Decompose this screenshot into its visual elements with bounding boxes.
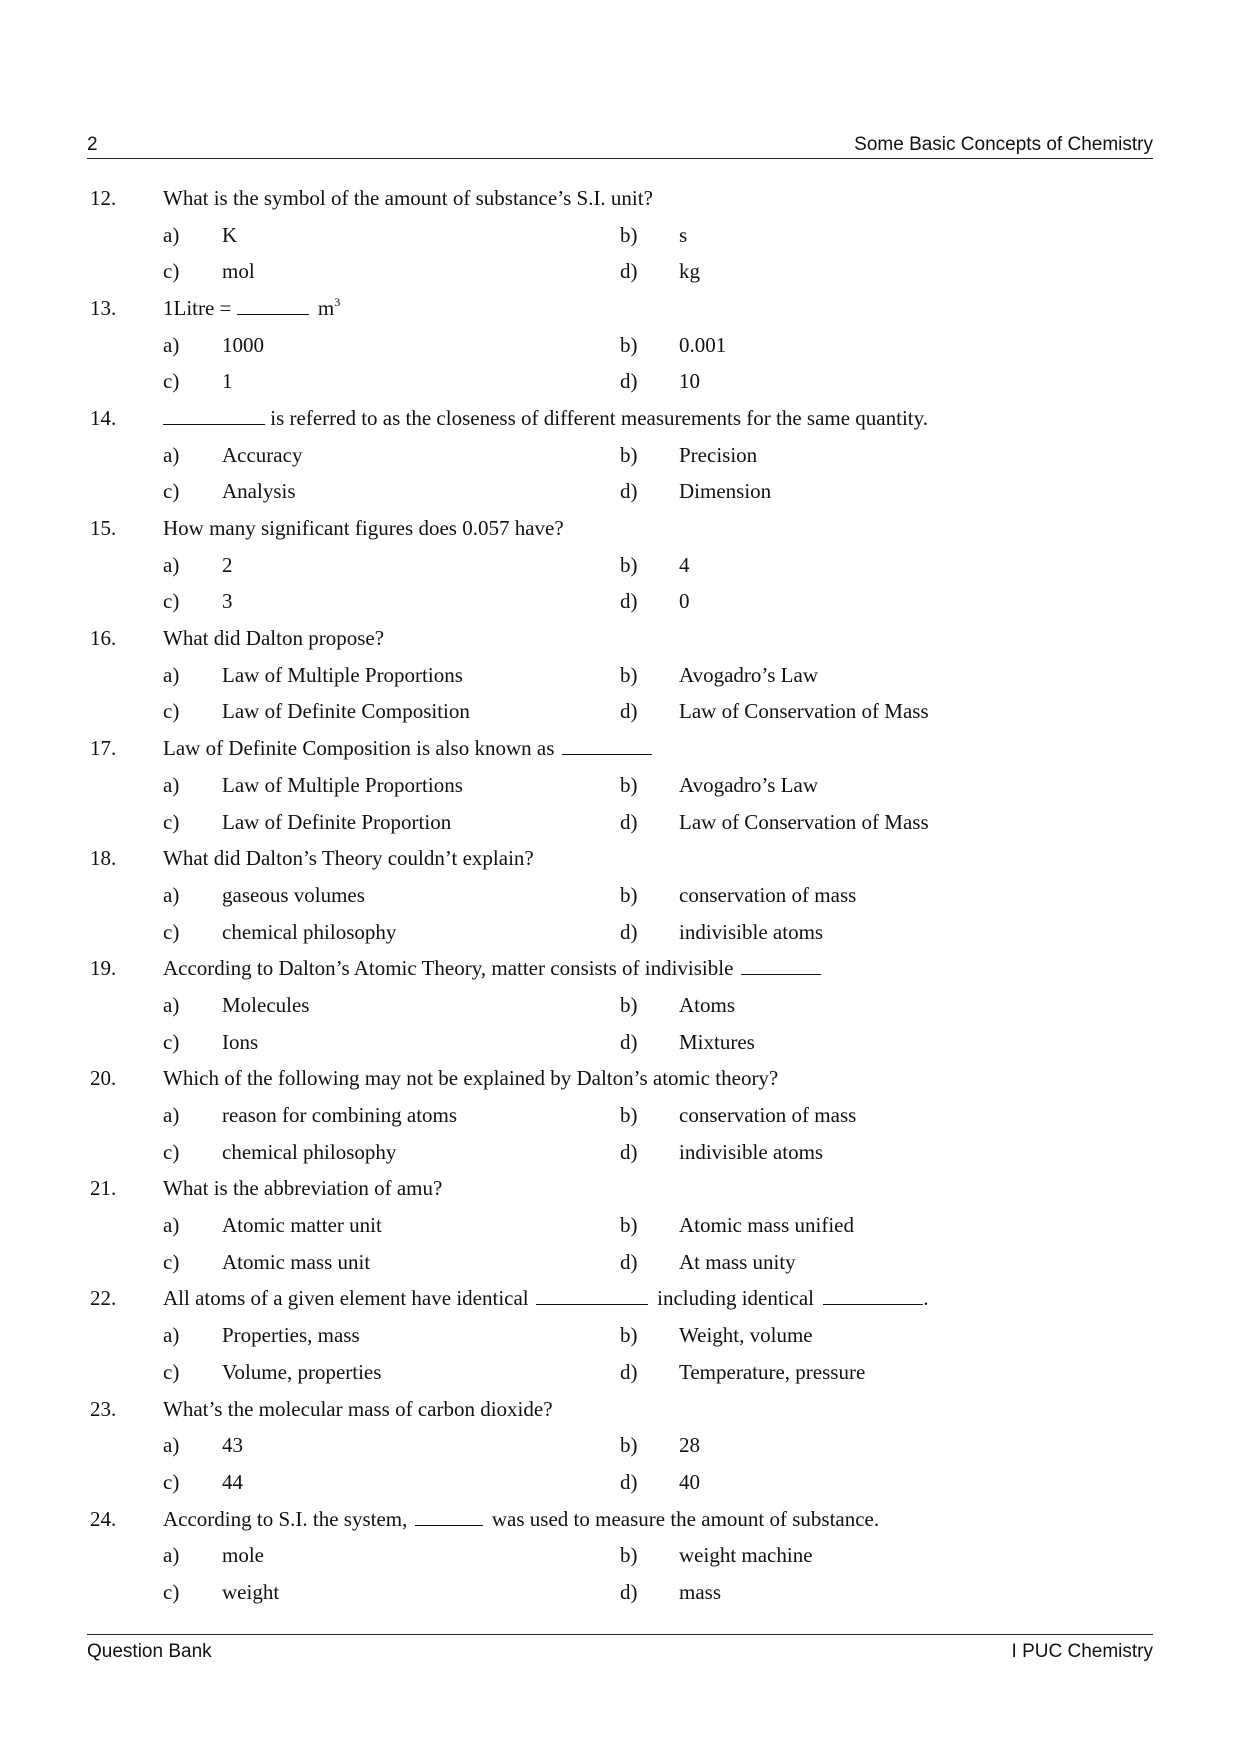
option-text: Atoms	[679, 992, 736, 1017]
option-row	[87, 1464, 1153, 1501]
option-label: a)	[163, 552, 180, 577]
superscript: 3	[334, 294, 341, 309]
option-text: Atomic mass unit	[222, 1249, 371, 1274]
question-text: Law of Definite Composition is also known as	[163, 736, 656, 761]
option-row	[87, 804, 1153, 841]
option-row	[87, 1207, 1153, 1244]
option-text: Temperature, pressure	[679, 1359, 866, 1384]
footer-right-text: I PUC Chemistry	[1011, 1641, 1153, 1662]
question-text: How many significant figures does 0.057 have?	[163, 516, 564, 541]
question-list	[87, 180, 1153, 1611]
question-21	[87, 1171, 1153, 1208]
option-text: conservation of mass	[679, 1103, 857, 1128]
question-text: According to Dalton’s Atomic Theory, matter consists of indivisible	[163, 956, 825, 981]
question-number: 15.	[90, 516, 117, 541]
option-text: chemical philosophy	[222, 919, 397, 944]
option-label: b)	[620, 992, 638, 1017]
option-text: indivisible atoms	[679, 1139, 824, 1164]
option-text: conservation of mass	[679, 882, 857, 907]
option-label: d)	[620, 699, 638, 724]
question-17	[87, 730, 1153, 767]
page-header	[87, 130, 1153, 159]
option-row	[87, 1134, 1153, 1171]
option-text: 28	[679, 1433, 700, 1458]
option-label: a)	[163, 772, 180, 797]
option-row	[87, 584, 1153, 621]
question-text: According to S.I. the system, was used to measure the amount of substance.	[163, 1506, 880, 1531]
option-text: Accuracy	[222, 442, 303, 467]
option-text: mol	[222, 259, 255, 284]
option-text: Law of Definite Composition	[222, 699, 470, 724]
question-number: 12.	[90, 185, 117, 210]
question-text: Which of the following may not be explained by Dalton’s atomic theory?	[163, 1066, 779, 1091]
question-text: What’s the molecular mass of carbon dioxide?	[163, 1396, 553, 1421]
question-number: 24.	[90, 1506, 117, 1531]
question-number: 23.	[90, 1396, 117, 1421]
option-label: a)	[163, 1103, 180, 1128]
page-number: 2	[87, 134, 98, 155]
answer-blank	[741, 956, 821, 975]
option-label: b)	[620, 1543, 638, 1568]
option-text: 40	[679, 1469, 700, 1494]
option-label: b)	[620, 772, 638, 797]
footer-left-text: Question Bank	[87, 1641, 212, 1662]
option-text: Law of Definite Proportion	[222, 809, 452, 834]
option-text: 1	[222, 369, 233, 394]
question-20	[87, 1061, 1153, 1098]
option-text: Ions	[222, 1029, 259, 1054]
option-label: b)	[620, 1323, 638, 1348]
question-22	[87, 1281, 1153, 1318]
option-label: c)	[163, 1359, 180, 1384]
question-12	[87, 180, 1153, 217]
question-number: 20.	[90, 1066, 117, 1091]
option-text: Atomic mass unified	[679, 1213, 854, 1238]
option-text: kg	[679, 259, 700, 284]
option-label: a)	[163, 332, 180, 357]
question-text: What is the abbreviation of amu?	[163, 1176, 443, 1201]
answer-blank	[415, 1507, 483, 1526]
option-text: weight machine	[679, 1543, 813, 1568]
option-text: 0.001	[679, 332, 727, 357]
question-text: What did Dalton propose?	[163, 626, 385, 651]
option-label: b)	[620, 552, 638, 577]
question-number: 19.	[90, 956, 117, 981]
option-text: weight	[222, 1579, 280, 1604]
option-row	[87, 1317, 1153, 1354]
option-label: b)	[620, 1213, 638, 1238]
option-label: c)	[163, 1579, 180, 1604]
question-number: 21.	[90, 1176, 117, 1201]
option-text: indivisible atoms	[679, 919, 824, 944]
option-row	[87, 877, 1153, 914]
option-label: a)	[163, 1323, 180, 1348]
option-row	[87, 657, 1153, 694]
option-text: 0	[679, 589, 690, 614]
option-text: Atomic matter unit	[222, 1213, 382, 1238]
option-row	[87, 987, 1153, 1024]
option-label: c)	[163, 809, 180, 834]
option-label: c)	[163, 259, 180, 284]
question-18	[87, 840, 1153, 877]
option-text: Law of Conservation of Mass	[679, 699, 929, 724]
option-row	[87, 694, 1153, 731]
option-text: chemical philosophy	[222, 1139, 397, 1164]
option-row	[87, 1024, 1153, 1061]
option-label: b)	[620, 882, 638, 907]
option-text: Avogadro’s Law	[679, 772, 818, 797]
option-label: d)	[620, 1359, 638, 1384]
option-label: a)	[163, 222, 180, 247]
question-text: 1Litre = $m^3$	[163, 294, 341, 320]
option-row	[87, 1537, 1153, 1574]
question-number: 16.	[90, 626, 117, 651]
option-label: c)	[163, 589, 180, 614]
option-text: Law of Conservation of Mass	[679, 809, 929, 834]
option-row	[87, 437, 1153, 474]
option-label: a)	[163, 882, 180, 907]
option-text: reason for combining atoms	[222, 1103, 458, 1128]
option-text: 44	[222, 1469, 243, 1494]
option-label: d)	[620, 1579, 638, 1604]
option-text: At mass unity	[679, 1249, 796, 1274]
option-text: Law of Multiple Proportions	[222, 772, 463, 797]
option-text: Dimension	[679, 479, 772, 504]
option-text: 4	[679, 552, 690, 577]
option-text: s	[679, 222, 688, 247]
option-row	[87, 547, 1153, 584]
answer-blank	[562, 736, 652, 755]
option-label: b)	[620, 332, 638, 357]
option-row	[87, 1097, 1153, 1134]
question-text: What did Dalton’s Theory couldn’t explain?	[163, 846, 534, 871]
question-number: 14.	[90, 405, 117, 430]
option-text: Volume, properties	[222, 1359, 382, 1384]
chapter-title: Some Basic Concepts of Chemistry	[854, 134, 1153, 155]
question-16	[87, 620, 1153, 657]
option-label: c)	[163, 1139, 180, 1164]
option-label: d)	[620, 369, 638, 394]
option-text: 3	[222, 589, 233, 614]
option-label: b)	[620, 1433, 638, 1458]
option-label: d)	[620, 1029, 638, 1054]
question-text: is referred to as the closeness of different measurements for the same quantity.	[163, 406, 928, 431]
option-text: 1000	[222, 332, 264, 357]
option-label: a)	[163, 1433, 180, 1458]
question-23	[87, 1391, 1153, 1428]
option-text: Analysis	[222, 479, 296, 504]
answer-blank	[163, 406, 265, 425]
option-label: d)	[620, 259, 638, 284]
option-label: c)	[163, 1249, 180, 1274]
option-label: c)	[163, 1029, 180, 1054]
option-label: d)	[620, 479, 638, 504]
answer-blank	[237, 296, 309, 315]
option-text: Molecules	[222, 992, 310, 1017]
option-label: a)	[163, 992, 180, 1017]
option-label: c)	[163, 919, 180, 944]
option-label: d)	[620, 589, 638, 614]
option-label: a)	[163, 442, 180, 467]
page-footer	[87, 1634, 1153, 1671]
option-label: a)	[163, 1543, 180, 1568]
option-row	[87, 914, 1153, 951]
option-text: Weight, volume	[679, 1323, 813, 1348]
option-label: b)	[620, 442, 638, 467]
option-label: d)	[620, 809, 638, 834]
option-row	[87, 253, 1153, 290]
option-row	[87, 767, 1153, 804]
option-text: 43	[222, 1433, 243, 1458]
option-row	[87, 1427, 1153, 1464]
question-number: 17.	[90, 736, 117, 761]
option-text: Mixtures	[679, 1029, 755, 1054]
option-label: a)	[163, 662, 180, 687]
option-row	[87, 1354, 1153, 1391]
question-24	[87, 1501, 1153, 1538]
question-19	[87, 950, 1153, 987]
option-label: b)	[620, 1103, 638, 1128]
question-text: What is the symbol of the amount of substance’s S.I. unit?	[163, 185, 653, 210]
option-label: c)	[163, 369, 180, 394]
option-label: c)	[163, 1469, 180, 1494]
option-text: 2	[222, 552, 233, 577]
answer-blank	[536, 1286, 648, 1305]
option-label: d)	[620, 1139, 638, 1164]
option-label: a)	[163, 1213, 180, 1238]
option-text: mass	[679, 1579, 721, 1604]
option-row	[87, 1244, 1153, 1281]
option-row	[87, 1574, 1153, 1611]
option-text: mole	[222, 1543, 264, 1568]
option-label: c)	[163, 699, 180, 724]
option-row	[87, 474, 1153, 511]
question-number: 13.	[90, 295, 117, 320]
question-number: 18.	[90, 846, 117, 871]
option-text: Precision	[679, 442, 758, 467]
option-label: b)	[620, 222, 638, 247]
option-row	[87, 217, 1153, 254]
question-text: All atoms of a given element have identical including identical .	[163, 1286, 929, 1311]
question-13	[87, 290, 1153, 327]
option-label: d)	[620, 1469, 638, 1494]
option-text: Properties, mass	[222, 1323, 360, 1348]
option-text: gaseous volumes	[222, 882, 365, 907]
option-label: b)	[620, 662, 638, 687]
option-text: 10	[679, 369, 700, 394]
question-15	[87, 510, 1153, 547]
option-text: K	[222, 222, 238, 247]
option-label: d)	[620, 919, 638, 944]
option-row	[87, 327, 1153, 364]
option-label: c)	[163, 479, 180, 504]
option-text: Avogadro’s Law	[679, 662, 818, 687]
answer-blank	[823, 1286, 923, 1305]
option-label: d)	[620, 1249, 638, 1274]
question-number: 22.	[90, 1286, 117, 1311]
option-text: Law of Multiple Proportions	[222, 662, 463, 687]
question-14	[87, 400, 1153, 437]
option-row	[87, 363, 1153, 400]
